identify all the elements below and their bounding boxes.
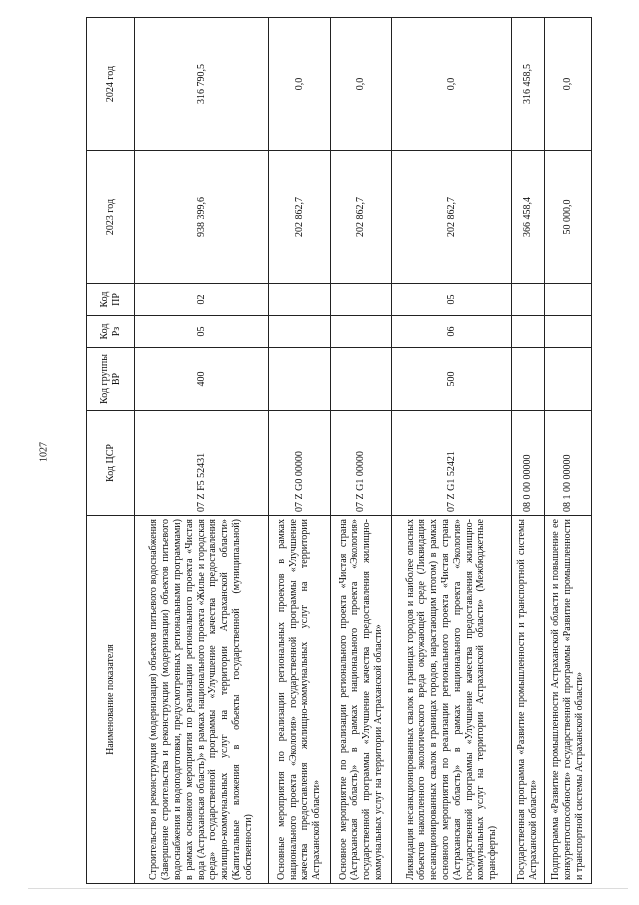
table-row — [330, 18, 392, 884]
table-row — [135, 18, 269, 884]
row-2023: 202 862,7 — [330, 151, 392, 284]
header-2024: 2024 год — [87, 18, 135, 151]
page-number: 1027 — [38, 442, 50, 462]
row-2024: 316 790,5 — [135, 18, 269, 151]
row-2024: 0,0 — [269, 18, 331, 151]
row-rz — [512, 316, 545, 348]
row-pr — [512, 284, 545, 316]
budget-table — [86, 17, 592, 884]
row-pr — [330, 284, 392, 316]
row-rz — [269, 316, 331, 348]
row-csr: 08 0 00 00000 — [512, 411, 545, 516]
row-csr: 08 1 00 00000 — [544, 411, 591, 516]
row-vr — [269, 348, 331, 411]
row-name: Подпрограмма «Развитие промышленности Астраханской области и повышение ее конкурентоспособности» государственной программы «Развитие промышленности и транспортной системы Астраханской области» — [544, 516, 591, 884]
row-pr — [544, 284, 591, 316]
scan-edge-line — [28, 888, 628, 889]
row-vr — [544, 348, 591, 411]
row-2023: 366 458,4 — [512, 151, 545, 284]
row-name: Строительство и реконструкция (модернизация) объектов питьевого водоснабжения (Завершение строительства и реконструкции (модернизации) объектов питьевого водоснабжения и водоподготовки, предусмотренных региональными программами) в рамках основного мероприятия по реализации регионального проекта «Чистая вода (Астраханская область)» в рамках национального проекта «Жилье и городская среда» государственной программы «Улучшение качества предоставления жилищно-коммунальных услуг на территории Астраханской области» (Капитальные вложения в объекты государственной (муниципальной) собственности) — [135, 516, 269, 884]
row-pr — [269, 284, 331, 316]
row-2023: 202 862,7 — [392, 151, 512, 284]
row-csr: 07 Z G1 00000 — [330, 411, 392, 516]
row-vr: 400 — [135, 348, 269, 411]
row-csr: 07 Z G1 52421 — [392, 411, 512, 516]
row-2023: 50 000,0 — [544, 151, 591, 284]
row-csr: 07 Z F5 52431 — [135, 411, 269, 516]
row-name: Государственная программа «Развитие промышленности и транспортной системы Астраханской области» — [512, 516, 545, 884]
row-2024: 0,0 — [392, 18, 512, 151]
row-vr — [330, 348, 392, 411]
row-pr: 05 — [392, 284, 512, 316]
table-row — [544, 18, 591, 884]
row-name: Основное мероприятие по реализации регионального проекта «Чистая страна (Астраханская область)» в рамках национального проекта «Экология» государственной программы «Улучшение качества предоставления жилищно-коммунальных услуг на территории Астраханской области» — [330, 516, 392, 884]
row-rz — [544, 316, 591, 348]
row-rz: 06 — [392, 316, 512, 348]
row-name: Ликвидация несанкционированных свалок в границах городов и наиболее опасных объектов накопленного экологического вреда окружающей среде (Ликвидация несанкционированных свалок в границах городов, нарастающим итогом) в рамках основного мероприятия по реализации регионального проекта «Чистая страна (Астраханская область)» в рамках национального проекта «Экология» государственной программы «Улучшение качества предоставления жилищно-коммунальных услуг на территории Астраханской области» (Межбюджетные трансферты) — [392, 516, 512, 884]
row-csr: 07 Z G0 00000 — [269, 411, 331, 516]
rotated-page-content — [86, 18, 592, 884]
header-vr: Код группы ВР — [87, 348, 135, 411]
table-row — [392, 18, 512, 884]
row-2024: 0,0 — [544, 18, 591, 151]
row-rz — [330, 316, 392, 348]
row-2024: 0,0 — [330, 18, 392, 151]
row-2023: 938 399,6 — [135, 151, 269, 284]
table-row — [512, 18, 545, 884]
header-pr: Код ПР — [87, 284, 135, 316]
table-row — [269, 18, 331, 884]
row-pr: 02 — [135, 284, 269, 316]
row-rz: 05 — [135, 316, 269, 348]
row-vr: 500 — [392, 348, 512, 411]
header-2023: 2023 год — [87, 151, 135, 284]
header-csr: Код ЦСР — [87, 411, 135, 516]
row-2023: 202 862,7 — [269, 151, 331, 284]
header-rz: Код Рз — [87, 316, 135, 348]
row-2024: 316 458,5 — [512, 18, 545, 151]
header-name: Наименование показателя — [87, 516, 135, 884]
row-name: Основные мероприятия по реализации региональных проектов в рамках национального проекта «Экология» государственной программы «Улучшение качества предоставления жилищно-коммунальных услуг на территории Астраханской области» — [269, 516, 331, 884]
table-header-row — [87, 18, 135, 884]
row-vr — [512, 348, 545, 411]
